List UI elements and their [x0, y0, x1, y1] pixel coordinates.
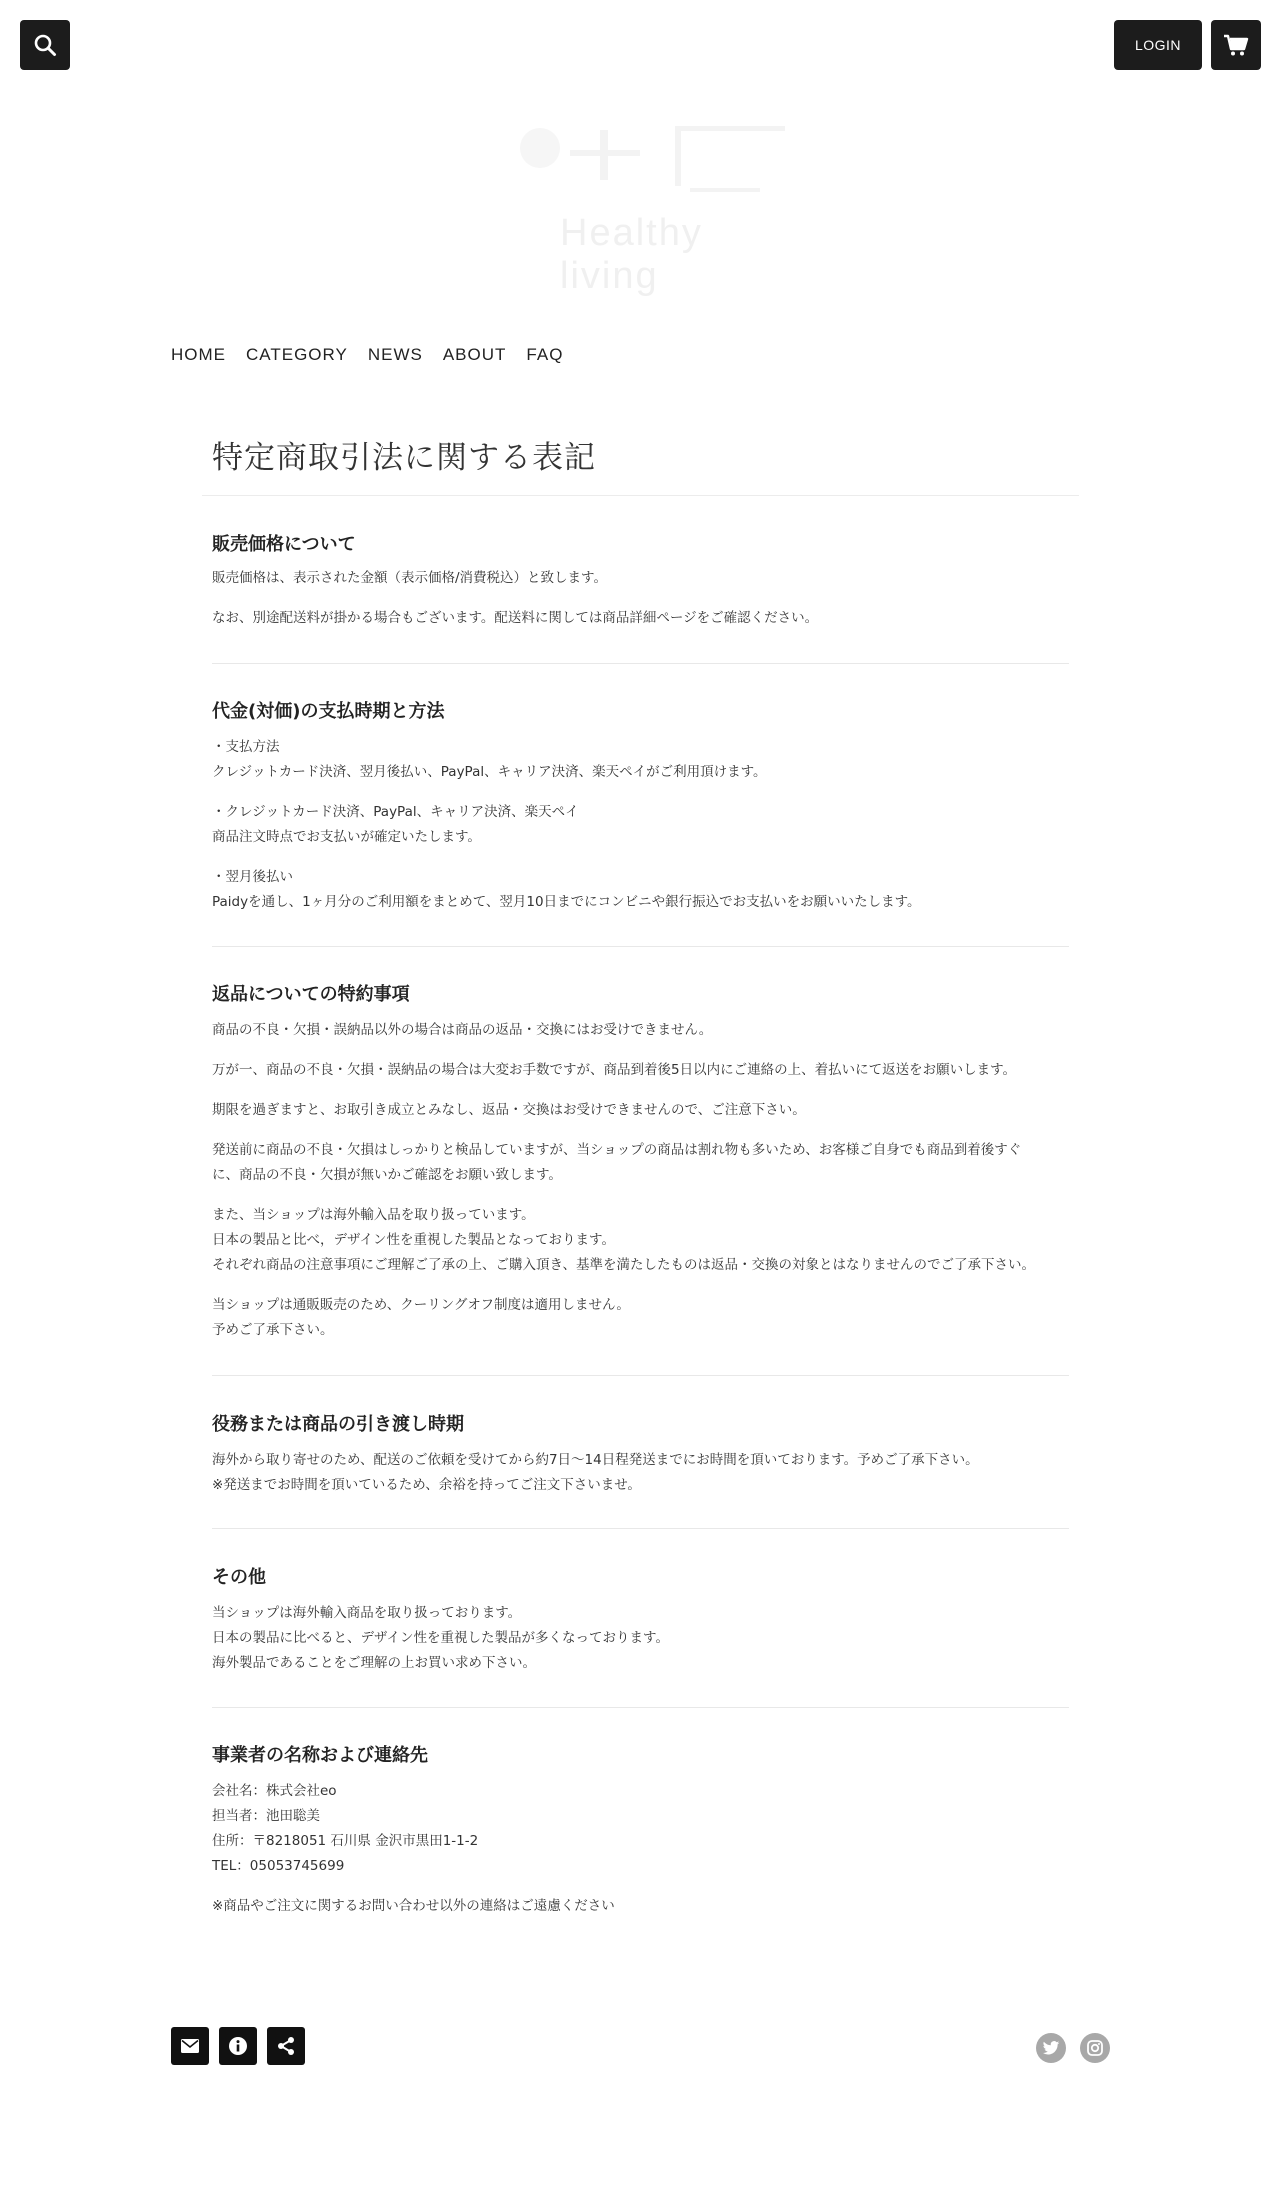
twitter-link[interactable]	[1036, 2033, 1066, 2063]
section-heading: 返品についての特約事項	[212, 984, 410, 1005]
instagram-link[interactable]	[1080, 2033, 1110, 2063]
section-divider	[212, 1375, 1069, 1376]
search-button[interactable]	[20, 20, 70, 70]
section-paragraph: なお、別途配送料が掛かる場合もございます。配送料に関しては商品詳細ページをご確認ください。	[212, 610, 819, 626]
twitter-icon	[1042, 2041, 1060, 2056]
section-paragraph: 会社名：株式会社eo 担当者：池田聡美 住所：〒8218051 石川県 金沢市黒田1-1-2 TEL：05053745699	[212, 1783, 479, 1874]
login-button[interactable]: LOGIN	[1114, 20, 1202, 70]
section-paragraph: 発送前に商品の不良・欠損はしっかりと検品していますが、当ショップの商品は割れ物も多いため、お客様ご自身でも商品到着後すぐ に、商品の不良・欠損が無いかご確認をお願い致します。	[212, 1142, 1022, 1183]
cart-button[interactable]	[1211, 20, 1261, 70]
section-paragraph: 商品の不良・欠損・誤納品以外の場合は商品の返品・交換にはお受けできません。	[212, 1022, 713, 1038]
section-paragraph: 海外から取り寄せのため、配送のご依頼を受けてから約7日〜14日程発送までにお時間を頂いております。予めご了承下さい。 ※発送までお時間を頂いているため、余裕を持ってご注文下さいませ。	[212, 1452, 979, 1493]
section-paragraph: また、当ショップは海外輸入品を取り扱っています。 日本の製品と比べ，デザイン性を重視した製品となっております。 それぞれ商品の注意事項にご理解ご了承の上、ご購入頂き、基準を満たしたものは返品・交換の対象とはなりませんのでご了承下さい。	[212, 1207, 1035, 1273]
section-paragraph: ・クレジットカード決済、PayPal、キャリア決済、楽天ペイ 商品注文時点でお支払いが確定いたします。	[212, 804, 579, 845]
nav-faq[interactable]: FAQ	[526, 345, 564, 364]
nav-category[interactable]: CATEGORY	[246, 345, 348, 364]
cart-icon	[1223, 33, 1249, 57]
section-heading: 代金(対価)の支払時期と方法	[212, 701, 445, 722]
section-divider	[212, 663, 1069, 664]
page-title: 特定商取引法に関する表記	[212, 440, 596, 476]
instagram-icon	[1087, 2040, 1103, 2056]
section-paragraph: 万が一、商品の不良・欠損・誤納品の場合は大変お手数ですが、商品到着後5日以内にご連絡の上、着払いにて返送をお願いします。	[212, 1062, 1017, 1078]
section-paragraph: 当ショップは海外輸入商品を取り扱っております。 日本の製品に比べると、デザイン性を重視した製品が多くなっております。 海外製品であることをご理解の上お買い求め下さい。	[212, 1605, 669, 1671]
mail-icon	[181, 2039, 199, 2053]
section-paragraph: ※商品やご注文に関するお問い合わせ以外の連絡はご遠慮ください	[212, 1898, 615, 1914]
logo-text: Healthy living	[560, 212, 703, 297]
info-button[interactable]	[219, 2027, 257, 2065]
nav-home[interactable]: HOME	[171, 345, 226, 364]
section-paragraph: ・翌月後払い Paidyを通し、1ヶ月分のご利用額をまとめて、翌月10日までにコンビニや銀行振込でお支払いをお願いいたします。	[212, 869, 921, 910]
section-divider	[212, 1528, 1069, 1529]
section-heading: 役務または商品の引き渡し時期	[212, 1414, 464, 1435]
section-heading: 事業者の名称および連絡先	[212, 1745, 428, 1766]
section-heading: 販売価格について	[212, 534, 356, 555]
section-paragraph: ・支払方法 クレジットカード決済、翌月後払い、PayPal、キャリア決済、楽天ペイがご利用頂けます。	[212, 739, 767, 780]
section-paragraph: 販売価格は、表示された金額（表示価格/消費税込）と致します。	[212, 570, 607, 586]
section-heading: その他	[212, 1567, 266, 1588]
info-icon	[228, 2036, 248, 2056]
share-button[interactable]	[267, 2027, 305, 2065]
nav-about[interactable]: ABOUT	[442, 345, 507, 364]
contact-button[interactable]	[171, 2027, 209, 2065]
search-icon	[33, 33, 57, 57]
section-paragraph: 期限を過ぎますと、お取引き成立とみなし、返品・交換はお受けできませんので、ご注意下さい。	[212, 1102, 806, 1118]
section-divider	[212, 946, 1069, 947]
nav-news[interactable]: NEWS	[367, 345, 423, 364]
section-divider	[212, 1707, 1069, 1708]
section-paragraph: 当ショップは通販販売のため、クーリングオフ制度は適用しません。 予めご了承下さい。	[212, 1297, 630, 1338]
global-nav	[171, 345, 563, 365]
title-divider	[202, 495, 1079, 496]
shop-logo[interactable]	[500, 120, 800, 297]
share-icon	[276, 2036, 296, 2056]
